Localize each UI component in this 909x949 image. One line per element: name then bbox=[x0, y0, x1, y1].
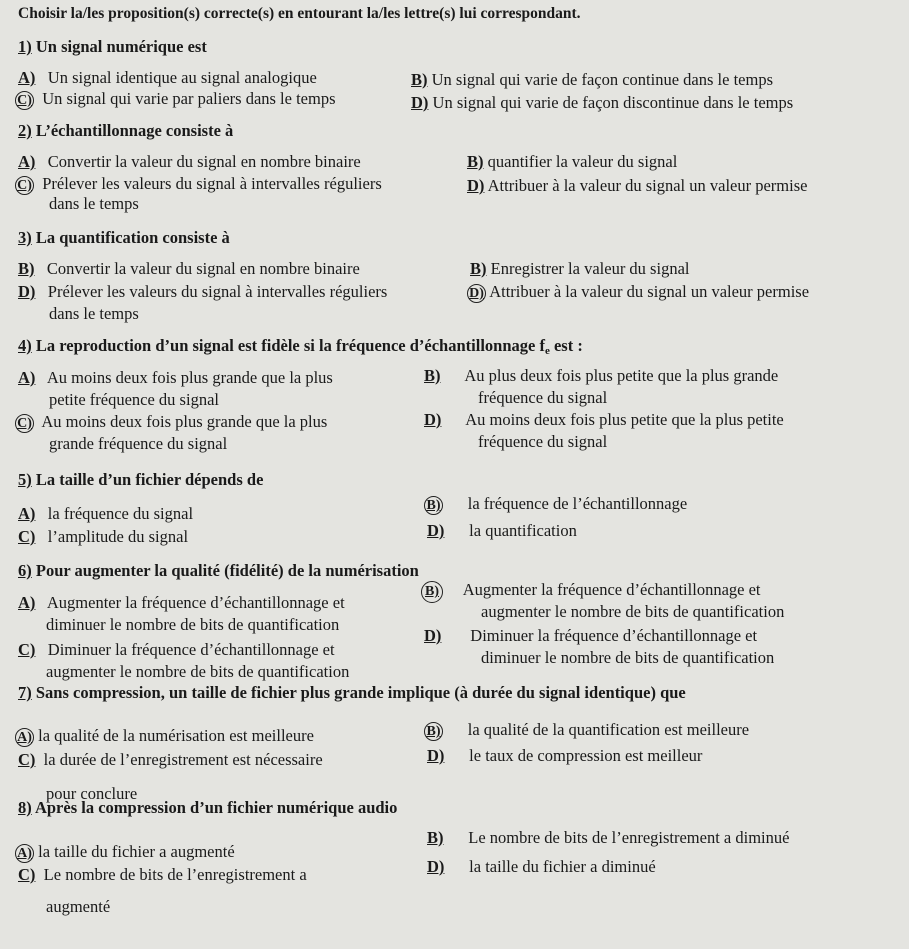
q1-option-a[interactable]: A) Un signal identique au signal analogique bbox=[18, 68, 317, 87]
question-7-title: 7) Sans compression, un taille de fichier plus grande implique (à durée du signal identique) que bbox=[18, 683, 686, 702]
q4-option-b-cont: fréquence du signal bbox=[478, 388, 608, 407]
q6-option-a[interactable]: A) Augmenter la fréquence d’échantillonnage et bbox=[18, 593, 345, 612]
q6-option-d-cont: diminuer le nombre de bits de quantification bbox=[481, 648, 775, 667]
q4-option-a[interactable]: A) Au moins deux fois plus grande que la plus bbox=[18, 368, 333, 387]
q2-option-b[interactable]: B) quantifier la valeur du signal bbox=[467, 152, 678, 171]
q4-option-c[interactable]: C) Au moins deux fois plus grande que la plus bbox=[18, 412, 327, 433]
q8-option-b[interactable]: B) Le nombre de bits de l’enregistrement a diminué bbox=[427, 828, 790, 847]
q6-option-d[interactable]: D) Diminuer la fréquence d’échantillonnage et bbox=[424, 626, 758, 645]
q8-option-d[interactable]: D) la taille du fichier a diminué bbox=[427, 857, 656, 876]
q7-option-d[interactable]: D) le taux de compression est meilleur bbox=[427, 746, 703, 765]
q6-option-b-cont: augmenter le nombre de bits de quantification bbox=[481, 602, 785, 621]
q7-option-a[interactable]: A) la qualité de la numérisation est meilleure bbox=[18, 726, 314, 747]
q3-option-3[interactable]: D) Prélever les valeurs du signal à intervalles réguliers bbox=[18, 282, 388, 301]
question-8-title: 8) Après la compression d’un fichier numérique audio bbox=[18, 798, 398, 817]
q5-option-a[interactable]: A) la fréquence du signal bbox=[18, 504, 194, 523]
q7-option-c-cont: pour conclure bbox=[46, 784, 138, 803]
q3-option-4[interactable]: D) Attribuer à la valeur du signal un valeur permise bbox=[470, 282, 809, 303]
question-4-title: 4) La reproduction d’un signal est fidèle si la fréquence d’échantillonnage $f_e$ est : bbox=[18, 336, 583, 357]
question-6-title: 6) Pour augmenter la qualité (fidélité) de la numérisation bbox=[18, 561, 419, 580]
q5-option-c[interactable]: C) l’amplitude du signal bbox=[18, 527, 189, 546]
q2-option-c[interactable]: C) Prélever les valeurs du signal à intervalles réguliers bbox=[18, 174, 382, 195]
q1-option-d[interactable]: D) Un signal qui varie de façon discontinue dans le temps bbox=[411, 93, 794, 112]
q8-option-a[interactable]: A) la taille du fichier a augmenté bbox=[18, 842, 235, 863]
q8-option-c[interactable]: C) Le nombre de bits de l’enregistrement a bbox=[18, 865, 307, 884]
q7-option-b[interactable]: B) la qualité de la quantification est meilleure bbox=[427, 720, 749, 741]
question-2-title: 2) L’échantillonnage consiste à bbox=[18, 121, 234, 140]
q4-option-d-cont: fréquence du signal bbox=[478, 432, 608, 451]
instruction: Choisir la/les proposition(s) correcte(s) en entourant la/les lettre(s) lui correspondant. bbox=[18, 5, 581, 22]
q3-option-1[interactable]: B) Convertir la valeur du signal en nombre binaire bbox=[18, 259, 360, 278]
q3-option-2[interactable]: B) Enregistrer la valeur du signal bbox=[470, 259, 690, 278]
q2-option-a[interactable]: A) Convertir la valeur du signal en nombre binaire bbox=[18, 152, 361, 171]
q4-option-a-cont: petite fréquence du signal bbox=[49, 390, 219, 409]
q5-option-b[interactable]: B) la fréquence de l’échantillonnage bbox=[427, 494, 687, 515]
q1-option-b[interactable]: B) Un signal qui varie de façon continue dans le temps bbox=[411, 70, 773, 89]
q2-option-d[interactable]: D) Attribuer à la valeur du signal un valeur permise bbox=[467, 176, 808, 195]
q4-option-c-cont: grande fréquence du signal bbox=[49, 434, 228, 453]
question-5-title: 5) La taille d’un fichier dépends de bbox=[18, 470, 264, 489]
q6-option-a-cont: diminuer le nombre de bits de quantification bbox=[46, 615, 340, 634]
q7-option-c[interactable]: C) la durée de l’enregistrement est nécessaire bbox=[18, 750, 323, 769]
q2-option-c-cont: dans le temps bbox=[49, 194, 139, 213]
question-3-title: 3) La quantification consiste à bbox=[18, 228, 230, 247]
question-1-title: 1) Un signal numérique est bbox=[18, 37, 207, 56]
q1-option-c[interactable]: C) Un signal qui varie par paliers dans le temps bbox=[18, 89, 336, 110]
q5-option-d[interactable]: D) la quantification bbox=[427, 521, 577, 540]
q6-option-c[interactable]: C) Diminuer la fréquence d’échantillonnage et bbox=[18, 640, 335, 659]
q4-option-b[interactable]: B) Au plus deux fois plus petite que la plus grande bbox=[424, 366, 779, 385]
q6-option-b[interactable]: B) Augmenter la fréquence d’échantillonnage et bbox=[424, 580, 761, 603]
q3-option-3-cont: dans le temps bbox=[49, 304, 139, 323]
q4-option-d[interactable]: D) Au moins deux fois plus petite que la plus petite bbox=[424, 410, 784, 429]
q6-option-c-cont: augmenter le nombre de bits de quantification bbox=[46, 662, 350, 681]
q8-option-c-cont: augmenté bbox=[46, 897, 111, 916]
